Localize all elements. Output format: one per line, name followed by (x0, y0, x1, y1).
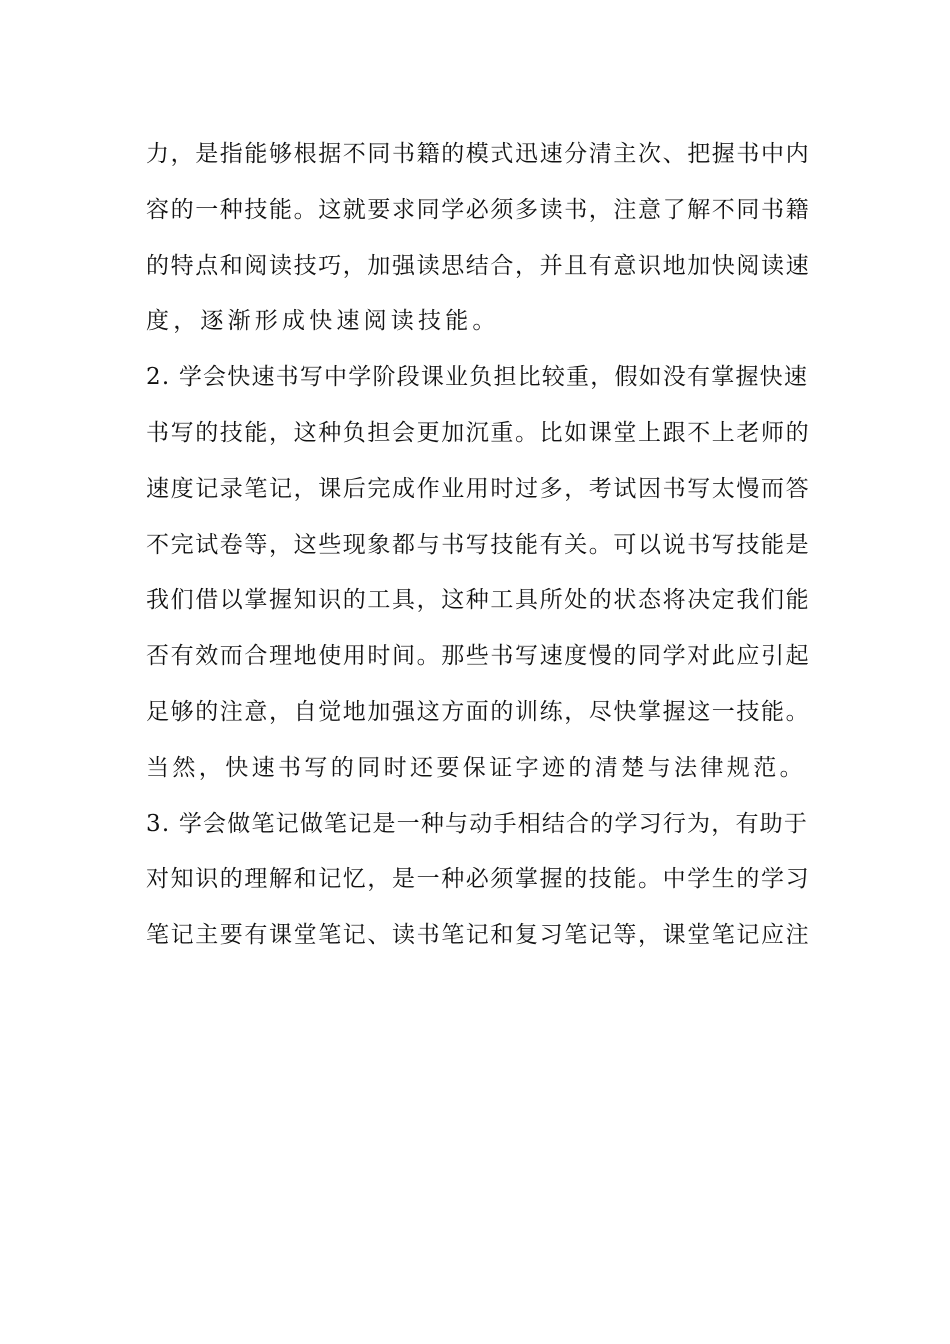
text-line: 3. 学会做笔记做笔记是一种与动手相结合的学习行为，有助于 (146, 810, 809, 837)
text-line: 否有效而合理地使用时间。那些书写速度慢的同学对此应引起 (146, 643, 811, 670)
text-line: 不完试卷等，这些现象都与书写技能有关。可以说书写技能是 (146, 531, 811, 558)
text-line: 当然，快速书写的同时还要保证字迹的清楚与法律规范。 (146, 754, 806, 781)
text-line: 速度记录笔记，课后完成作业用时过多，考试因书写太慢而答 (146, 475, 811, 502)
text-line: 我们借以掌握知识的工具，这种工具所处的状态将决定我们能 (146, 587, 811, 614)
text-line: 度，逐渐形成快速阅读技能。 (146, 308, 500, 335)
text-line: 容的一种技能。这就要求同学必须多读书，注意了解不同书籍 (146, 196, 811, 223)
text-line: 足够的注意，自觉地加强这方面的训练，尽快掌握这一技能。 (146, 698, 811, 725)
text-line: 书写的技能，这种负担会更加沉重。比如课堂上跟不上老师的 (146, 419, 811, 446)
text-line: 的特点和阅读技巧，加强读思结合，并且有意识地加快阅读速 (146, 252, 811, 279)
body-text (146, 131, 810, 968)
text-line: 笔记主要有课堂笔记、读书笔记和复习笔记等，课堂笔记应注 (146, 922, 811, 949)
text-line: 对知识的理解和记忆，是一种必须掌握的技能。中学生的学习 (146, 866, 811, 893)
text-line: 力，是指能够根据不同书籍的模式迅速分清主次、把握书中内 (146, 141, 811, 167)
text-line: 2. 学会快速书写中学阶段课业负担比较重，假如没有掌握快速 (146, 364, 809, 391)
